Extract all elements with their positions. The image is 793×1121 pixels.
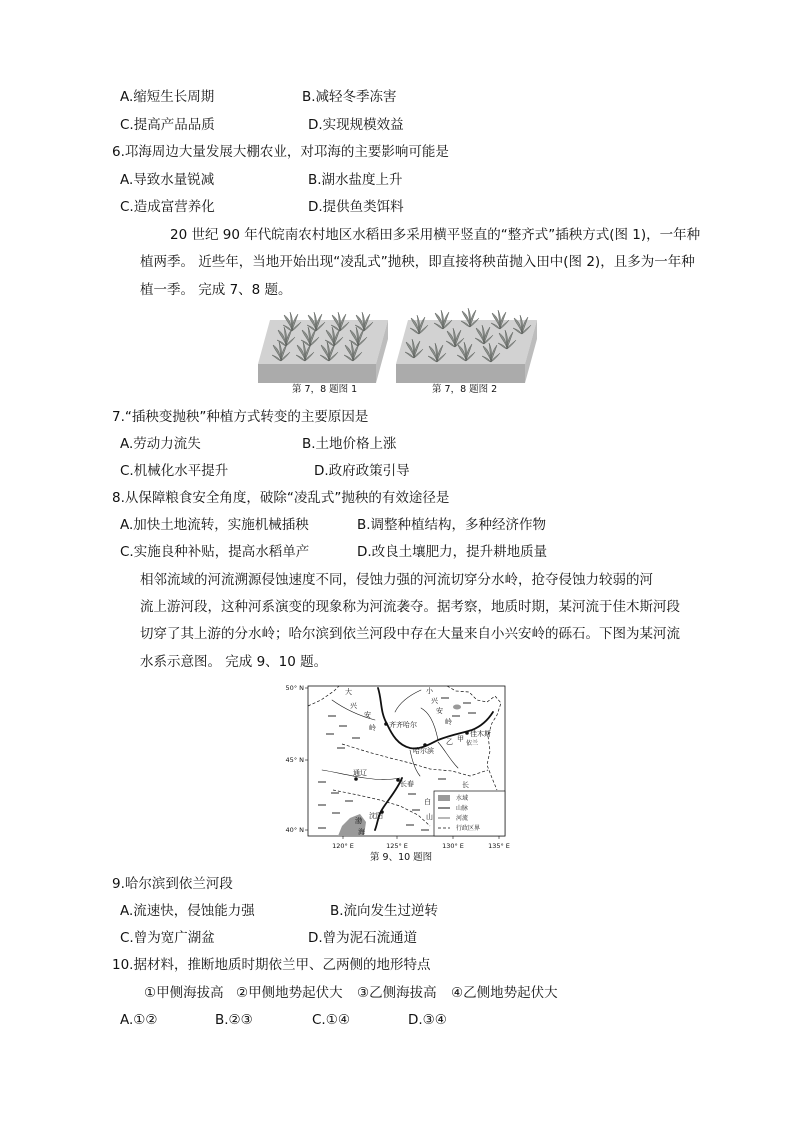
q10-statement: ②甲侧地势起伏大 xyxy=(236,985,343,1001)
bohai-label: 渤 xyxy=(355,817,362,825)
passage-7-8-line: 20 世纪 90 年代皖南农村地区水稻田多采用横平竖直的“整齐式”插秧方式(图 1)，一年种 xyxy=(170,227,701,243)
legend-water-swatch xyxy=(438,795,450,801)
q9-option-a: A.流速快，侵蚀能力强 xyxy=(120,903,255,919)
lon-label: 125° E xyxy=(386,842,408,850)
city-label-harbin: 哈尔滨 xyxy=(413,747,434,755)
passage-9-10-line: 流上游河段，这种河系演变的现象称为河流袭夺。据考察，地质时期，某河流于佳木斯河段 xyxy=(140,599,680,615)
changbaishan-label: 山 xyxy=(426,813,433,821)
lat-label: 50° N xyxy=(285,684,304,692)
q10-option-c: C.①④ xyxy=(312,1012,350,1028)
map-caption: 第 9、10 题图 xyxy=(370,852,433,863)
legend-label: 河流 xyxy=(456,815,469,822)
q7-option-c: C.机械化水平提升 xyxy=(120,463,229,479)
q10-option-b: B.②③ xyxy=(215,1012,253,1028)
lon-label: 135° E xyxy=(488,842,510,850)
figure-rice-field-orderly xyxy=(255,306,395,386)
q8-option-d: D.改良土壤肥力，提升耕地质量 xyxy=(357,544,548,560)
lake-water xyxy=(453,705,461,710)
lon-label: 120° E xyxy=(332,842,354,850)
q9-option-b: B.流向发生过逆转 xyxy=(330,903,439,919)
q7-option-a: A.劳动力流失 xyxy=(120,436,201,452)
q5-option-d: D.实现规模效益 xyxy=(308,117,404,133)
passage-9-10-line: 相邻流域的河流溯源侵蚀速度不同，侵蚀力强的河流切穿分水岭，抢夺侵蚀力较弱的河 xyxy=(140,572,653,588)
q8-option-b: B.调整种植结构，多种经济作物 xyxy=(357,517,547,533)
q10-statement: ①甲侧海拔高 xyxy=(144,985,224,1001)
q8-option-a: A.加快土地流转，实施机械插秧 xyxy=(120,517,309,533)
city-dot-jiamusi xyxy=(465,731,469,735)
field-edge xyxy=(396,364,525,383)
da-xinganling-label: 大 xyxy=(345,688,352,696)
river-system-map xyxy=(280,678,515,854)
q7-stem: 7.“插秧变抛秧”种植方式转变的主要原因是 xyxy=(112,409,369,425)
city-label-tongliao: 通辽 xyxy=(353,769,367,777)
q10-stem: 10.据材料，推断地质时期依兰甲、乙两侧的地形特点 xyxy=(112,957,431,973)
lon-label: 130° E xyxy=(442,842,464,850)
passage-9-10-line: 切穿了其上游的分水岭；哈尔滨到依兰河段中存在大量来自小兴安岭的砾石。下图为某河流 xyxy=(140,626,680,642)
q6-option-c: C.造成富营养化 xyxy=(120,199,215,215)
changbaishan-label: 白 xyxy=(424,798,431,806)
place-label-yilan: 依兰 xyxy=(466,740,479,747)
q7-option-d: D.政府政策引导 xyxy=(314,463,410,479)
q5-option-c: C.提高产品品质 xyxy=(120,117,215,133)
place-label-jia: 甲 xyxy=(457,735,464,743)
passage-7-8-line: 植一季。 完成 7、8 题。 xyxy=(140,282,292,298)
q5-option-a: A.缩短生长周期 xyxy=(120,89,215,105)
legend-label: 行政区界 xyxy=(456,825,481,832)
da-xinganling-label: 岭 xyxy=(369,724,376,732)
city-label-jiamusi: 佳木斯 xyxy=(470,730,491,738)
place-label-yi: 乙 xyxy=(446,738,453,746)
passage-9-10-line: 水系示意图。 完成 9、10 题。 xyxy=(140,654,328,670)
legend-label: 山脉 xyxy=(456,805,469,812)
q6-option-b: B.湖水盐度上升 xyxy=(308,172,403,188)
q10-option-d: D.③④ xyxy=(408,1012,447,1028)
q10-statement: ④乙侧地势起伏大 xyxy=(451,985,558,1001)
q8-stem: 8.从保障粮食安全角度，破除“凌乱式”抛秧的有效途径是 xyxy=(112,490,450,506)
q8-option-c: C.实施良种补贴，提高水稻单产 xyxy=(120,544,310,560)
xiao-xinganling-label: 安 xyxy=(436,707,443,715)
q6-option-a: A.导致水量锐减 xyxy=(120,172,215,188)
figure-caption-2: 第 7，8 题图 2 xyxy=(432,384,498,395)
city-dot-tongliao xyxy=(354,777,358,781)
q6-option-d: D.提供鱼类饵料 xyxy=(308,199,404,215)
q9-option-d: D.曾为泥石流通道 xyxy=(308,930,418,946)
field-edge xyxy=(258,364,376,383)
q5-option-b: B.减轻冬季冻害 xyxy=(302,89,397,105)
legend-label: 水域 xyxy=(456,795,469,802)
q9-option-c: C.曾为宽广湖盆 xyxy=(120,930,215,946)
passage-7-8-line: 植两季。 近些年，当地开始出现“凌乱式”抛秧，即直接将秧苗抛入田中(图 2)，且多为一年种 xyxy=(140,254,695,270)
xiao-xinganling-label: 兴 xyxy=(431,697,438,705)
bohai-label: 海 xyxy=(358,828,365,836)
lat-label: 40° N xyxy=(285,826,304,834)
city-label-changchun: 长春 xyxy=(400,780,414,788)
q10-statement: ③乙侧海拔高 xyxy=(357,985,437,1001)
da-xinganling-label: 兴 xyxy=(350,702,357,710)
q6-stem: 6.邛海周边大量发展大棚农业，对邛海的主要影响可能是 xyxy=(112,144,449,160)
city-label-shenyang: 沈阳 xyxy=(369,812,383,820)
q9-stem: 9.哈尔滨到依兰河段 xyxy=(112,876,233,892)
figure-caption-1: 第 7，8 题图 1 xyxy=(292,384,358,395)
city-label-qiqihar: 齐齐哈尔 xyxy=(389,721,417,729)
da-xinganling-label: 安 xyxy=(364,711,371,719)
xiao-xinganling-label: 岭 xyxy=(445,718,452,726)
figure-rice-field-scattered xyxy=(393,306,541,386)
q10-option-a: A.①② xyxy=(120,1012,158,1028)
xiao-xinganling-label: 小 xyxy=(426,687,433,695)
map-legend xyxy=(434,791,505,836)
changbaishan-label: 长 xyxy=(462,781,469,789)
city-dot-qiqihar xyxy=(384,722,388,726)
lat-label: 45° N xyxy=(285,756,304,764)
q7-option-b: B.土地价格上涨 xyxy=(302,436,397,452)
